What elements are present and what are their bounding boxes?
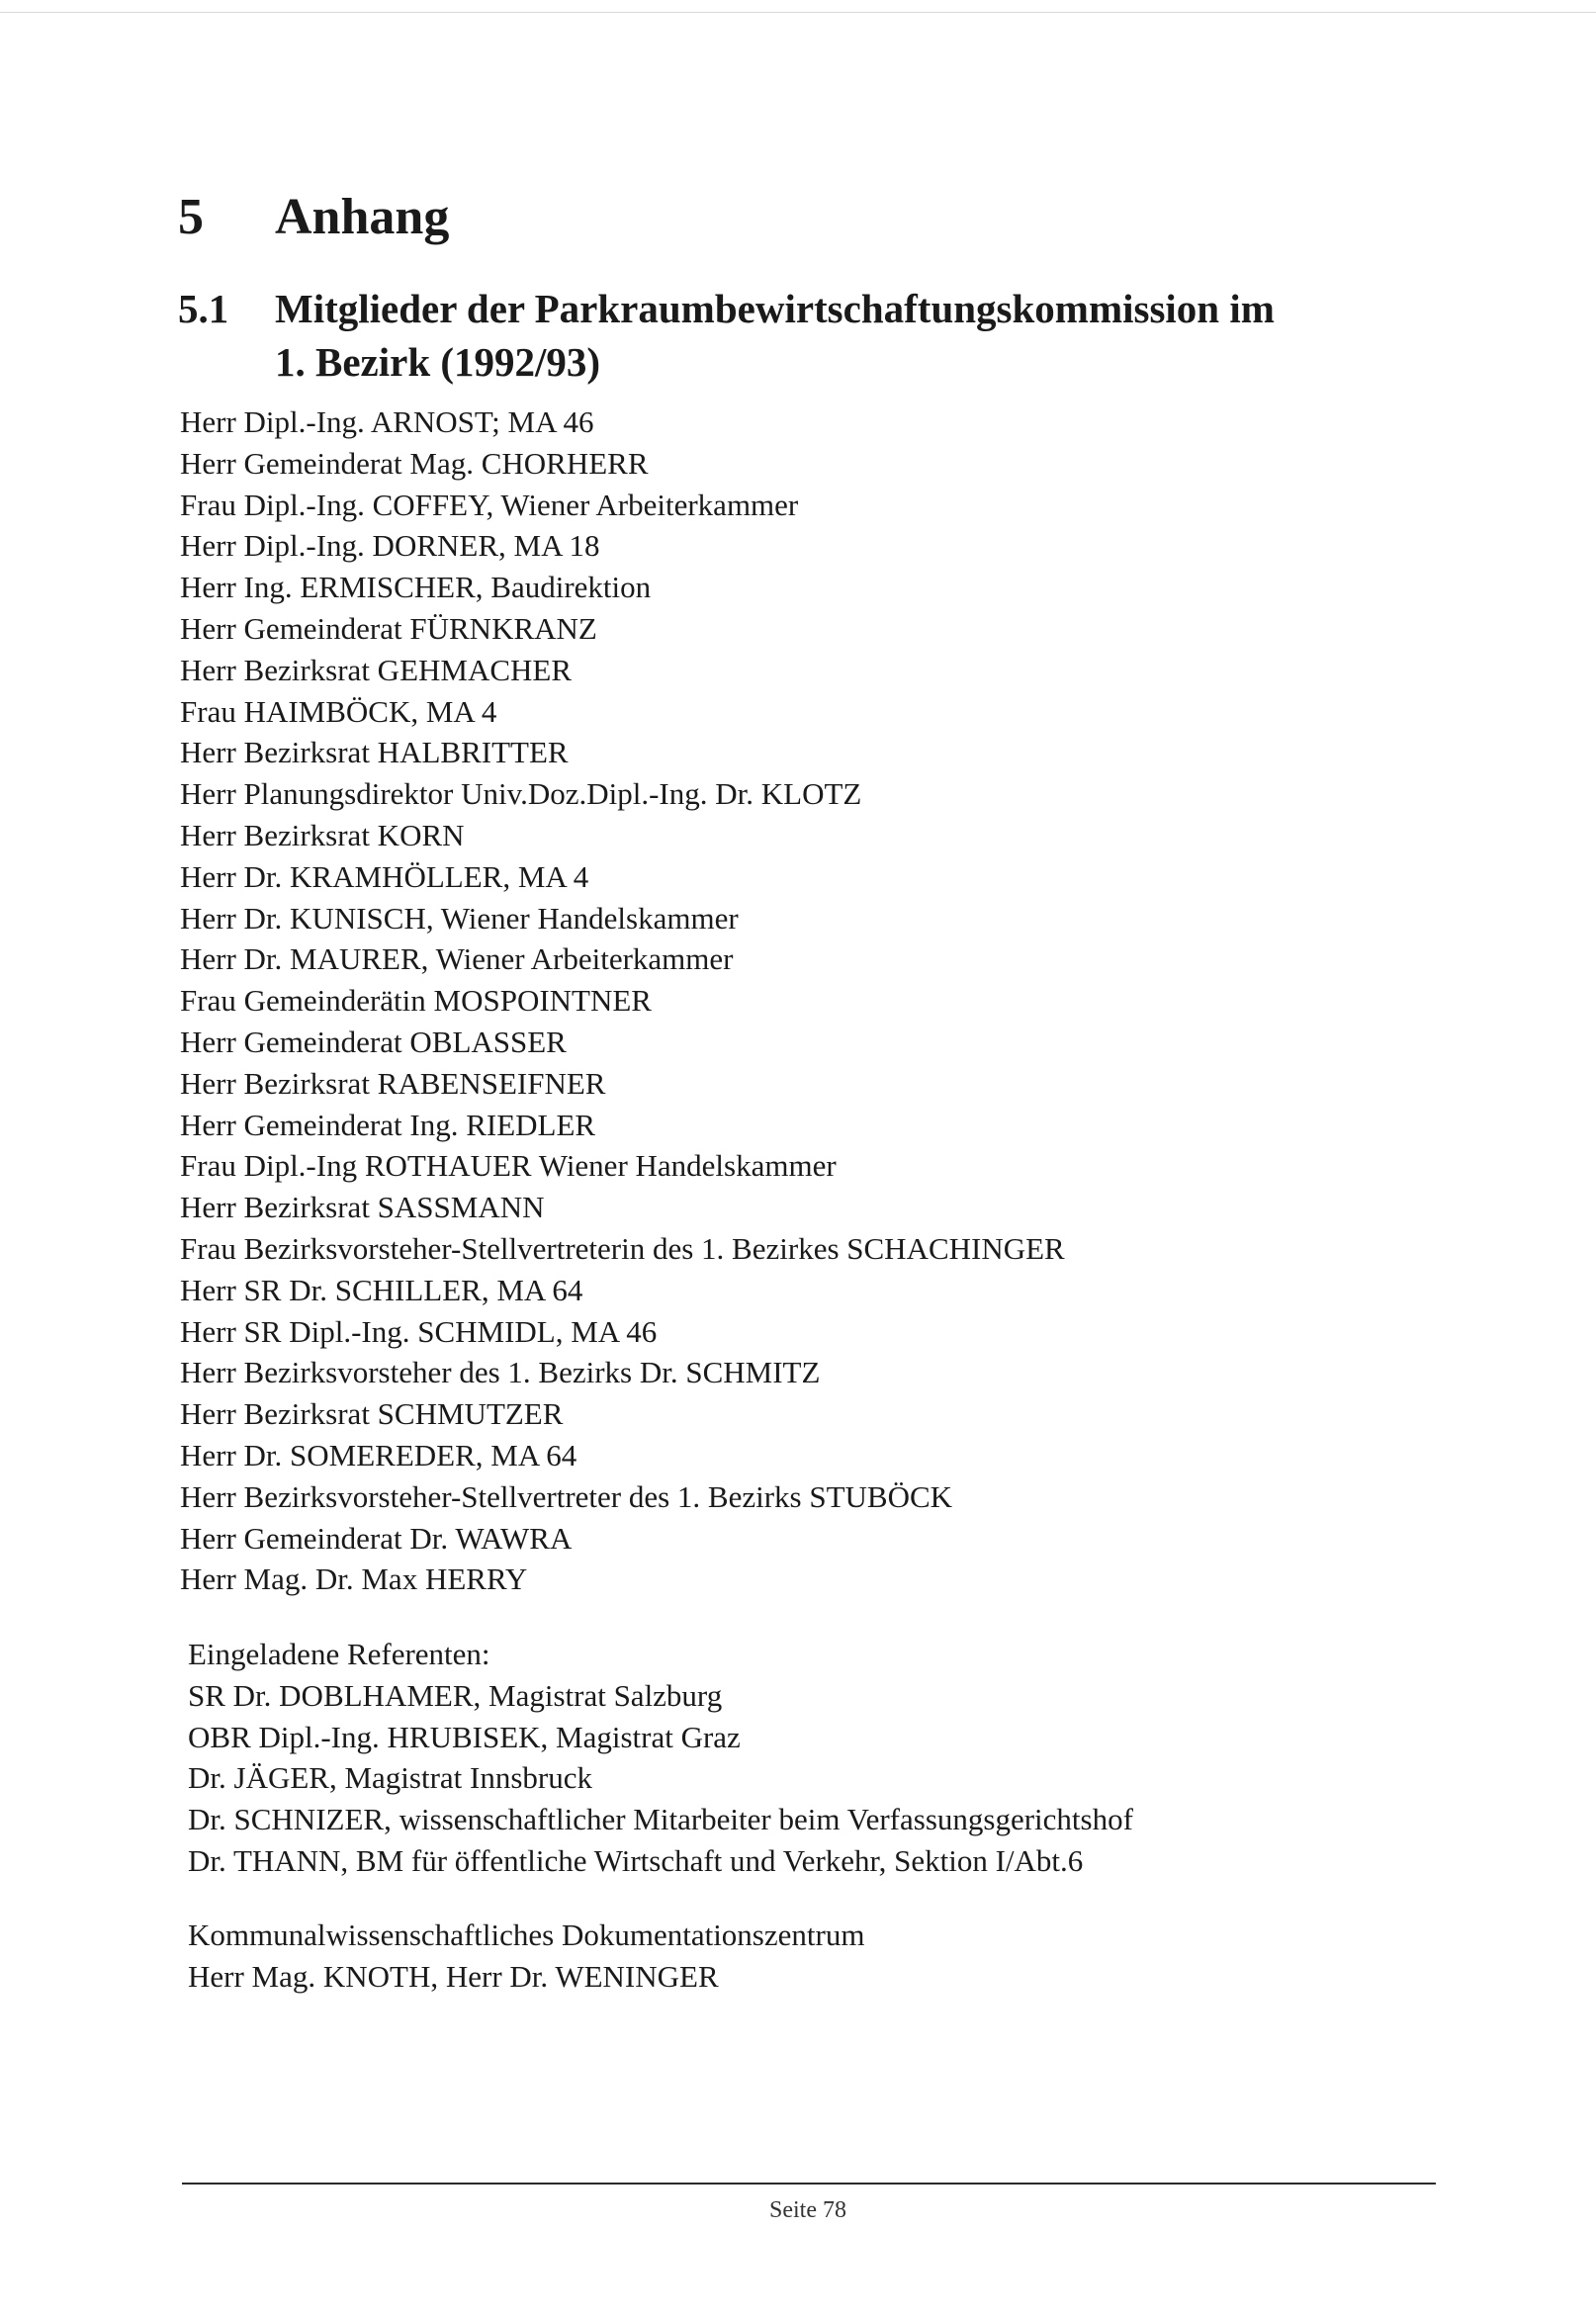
member-item: Herr SR Dipl.-Ing. SCHMIDL, MA 46 bbox=[180, 1313, 658, 1349]
member-item: Herr Bezirksvorsteher-Stellvertreter des 1. Bezirks STUBÖCK bbox=[180, 1478, 953, 1514]
referent-item: SR Dr. DOBLHAMER, Magistrat Salzburg bbox=[188, 1677, 723, 1713]
referent-item: Dr. THANN, BM für öffentliche Wirtschaft und Verkehr, Sektion I/Abt.6 bbox=[188, 1842, 1084, 1878]
section-title: Anhang bbox=[275, 189, 450, 245]
member-item: Herr Gemeinderat OBLASSER bbox=[180, 1024, 567, 1059]
documentation-contacts: Herr Mag. KNOTH, Herr Dr. WENINGER bbox=[188, 1958, 719, 1994]
member-item: Herr Mag. Dr. Max HERRY bbox=[180, 1561, 528, 1597]
referent-item: OBR Dipl.-Ing. HRUBISEK, Magistrat Graz bbox=[188, 1719, 741, 1754]
member-item: Herr Bezirksrat RABENSEIFNER bbox=[180, 1065, 606, 1101]
page-number: Seite 78 bbox=[769, 2197, 846, 2223]
section-number: 5 bbox=[178, 189, 204, 245]
documentation-center-name: Kommunalwissenschaftliches Dokumentationszentrum bbox=[188, 1918, 865, 1952]
member-item: Herr Dr. SOMEREDER, MA 64 bbox=[180, 1437, 577, 1472]
member-item: Herr Dipl.-Ing. ARNOST; MA 46 bbox=[180, 404, 594, 439]
member-item: Frau Bezirksvorsteher-Stellvertreterin des 1. Bezirkes SCHACHINGER bbox=[180, 1230, 1065, 1266]
member-item: Herr Gemeinderat Ing. RIEDLER bbox=[180, 1107, 596, 1142]
subsection-number: 5.1 bbox=[178, 286, 229, 331]
member-item: Frau HAIMBÖCK, MA 4 bbox=[180, 693, 497, 729]
footer-divider bbox=[182, 2183, 1436, 2185]
referent-item: Dr. JÄGER, Magistrat Innsbruck bbox=[188, 1760, 592, 1796]
subsection-title-line2: 1. Bezirk (1992/93) bbox=[275, 339, 601, 385]
member-item: Herr Bezirksrat SCHMUTZER bbox=[180, 1396, 564, 1432]
subsection-title-line1: Mitglieder der Parkraumbewirtschaftungskommission im bbox=[275, 286, 1275, 331]
member-item: Herr Bezirksrat HALBRITTER bbox=[180, 735, 569, 770]
member-item: Herr Planungsdirektor Univ.Doz.Dipl.-Ing. Dr. KLOTZ bbox=[180, 776, 862, 812]
member-item: Herr Ing. ERMISCHER, Baudirektion bbox=[180, 570, 652, 605]
referent-list bbox=[188, 1634, 1133, 1882]
member-list bbox=[180, 401, 1065, 1600]
member-item: Herr Dr. KRAMHÖLLER, MA 4 bbox=[180, 858, 589, 894]
member-item: Herr Gemeinderat FÜRNKRANZ bbox=[180, 610, 597, 646]
member-item: Herr SR Dr. SCHILLER, MA 64 bbox=[180, 1272, 583, 1307]
member-item: Frau Dipl.-Ing. COFFEY, Wiener Arbeiterkammer bbox=[180, 487, 799, 522]
member-item: Herr Gemeinderat Mag. CHORHERR bbox=[180, 445, 649, 481]
referent-item: Dr. SCHNIZER, wissenschaftlicher Mitarbeiter beim Verfassungsgerichtshof bbox=[188, 1802, 1133, 1837]
member-item: Herr Bezirksvorsteher des 1. Bezirks Dr. SCHMITZ bbox=[180, 1355, 821, 1390]
documentation-block bbox=[188, 1915, 864, 1998]
member-item: Frau Gemeinderätin MOSPOINTNER bbox=[180, 983, 652, 1019]
member-item: Herr Bezirksrat KORN bbox=[180, 817, 465, 852]
member-item: Herr Dipl.-Ing. DORNER, MA 18 bbox=[180, 528, 600, 564]
member-item: Herr Dr. KUNISCH, Wiener Handelskammer bbox=[180, 900, 739, 936]
member-item: Herr Dr. MAURER, Wiener Arbeiterkammer bbox=[180, 941, 734, 977]
member-item: Herr Bezirksrat GEHMACHER bbox=[180, 652, 573, 687]
section-heading bbox=[178, 188, 449, 247]
member-item: Herr Bezirksrat SASSMANN bbox=[180, 1190, 545, 1225]
member-item: Herr Gemeinderat Dr. WAWRA bbox=[180, 1520, 573, 1556]
referents-heading: Eingeladene Referenten: bbox=[188, 1637, 490, 1671]
member-item: Frau Dipl.-Ing ROTHAUER Wiener Handelskammer bbox=[180, 1148, 837, 1184]
